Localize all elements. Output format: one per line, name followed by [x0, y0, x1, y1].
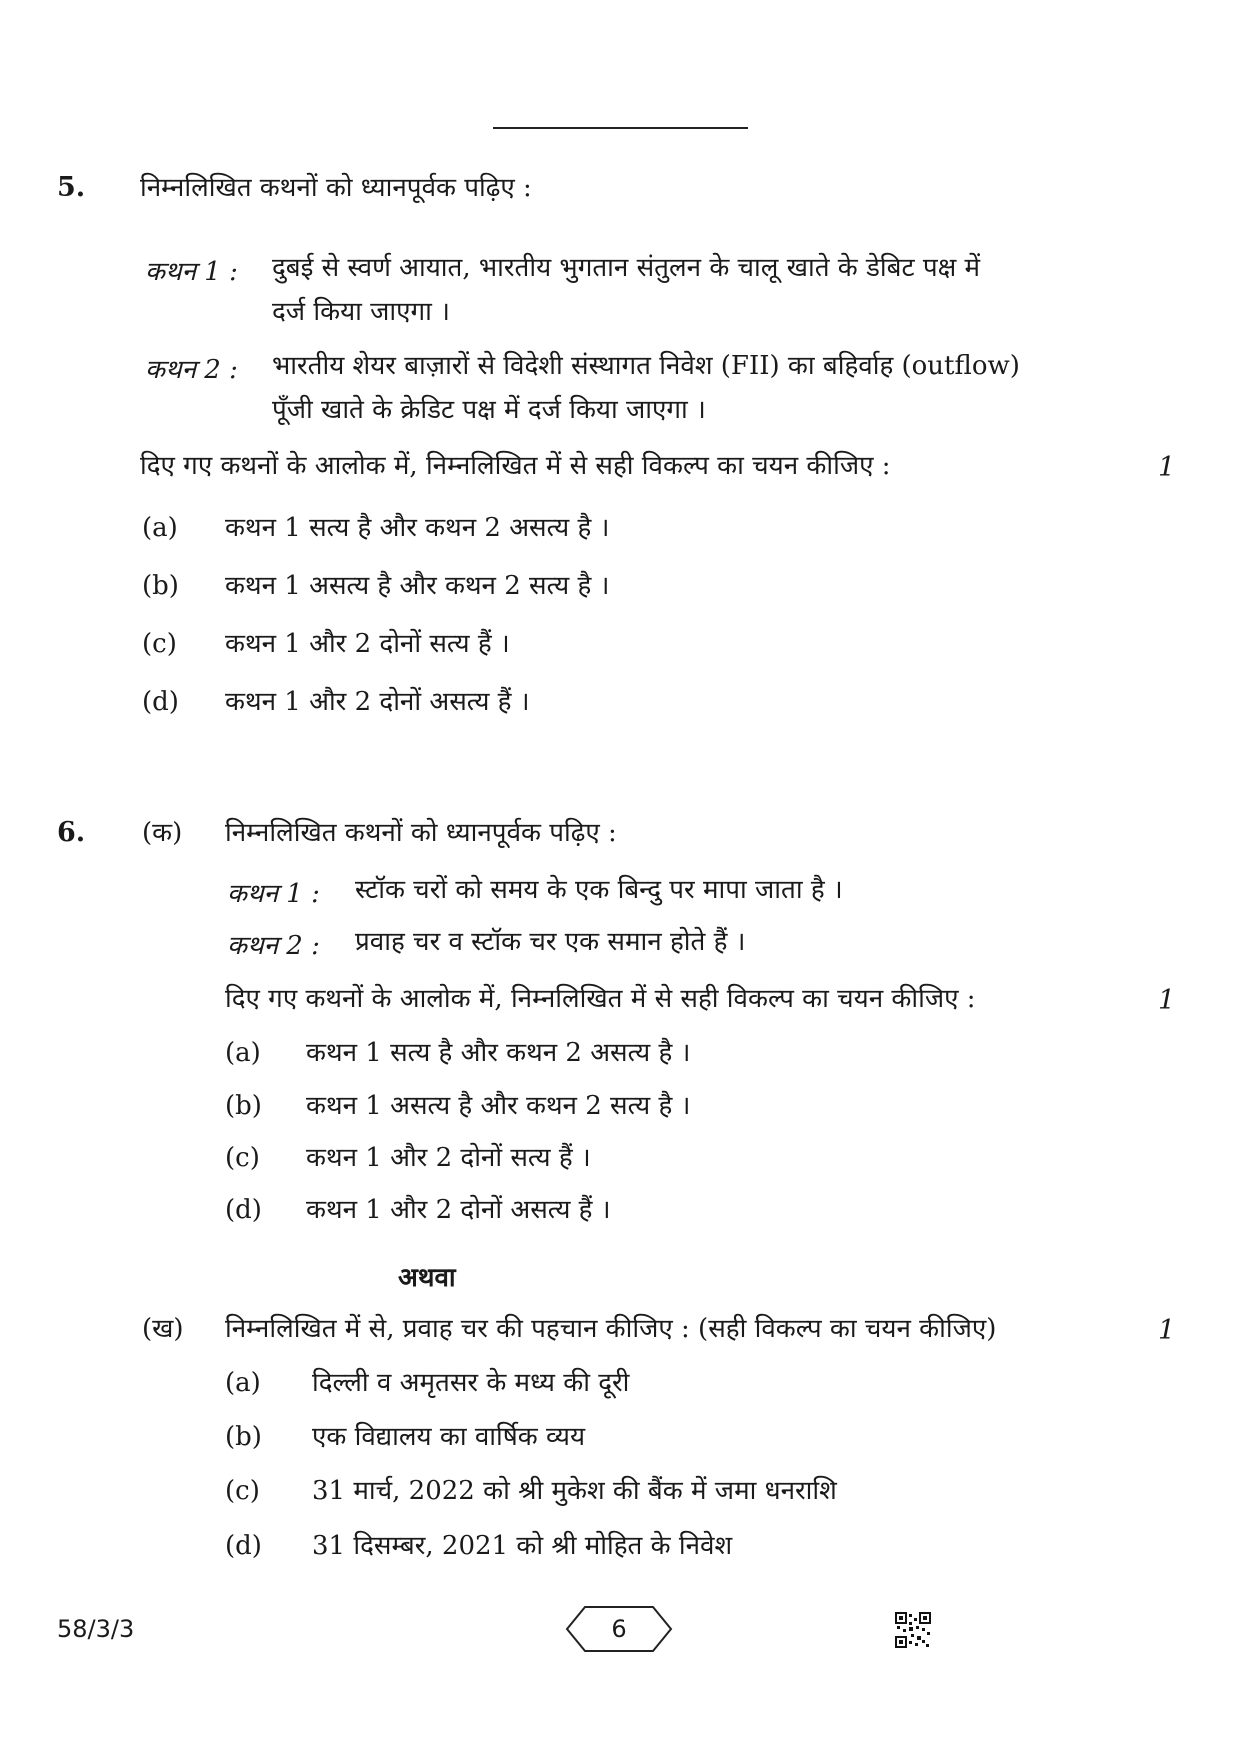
q6a-instruction: दिए गए कथनों के आलोक में, निम्नलिखित में से सही विकल्प का चयन कीजिए : — [225, 984, 976, 1014]
page-number: 6 — [611, 1615, 627, 1643]
q6b-option-b-text: एक विद्यालय का वार्षिक व्यय — [312, 1422, 586, 1452]
q6a-statement1-label: कथन 1 : — [227, 879, 320, 909]
q6a-statement2-label: कथन 2 : — [227, 931, 320, 961]
q5-intro: निम्नलिखित कथनों को ध्यानपूर्वक पढ़िए : — [140, 173, 532, 203]
q6a-option-d-text: कथन 1 और 2 दोनों असत्य हैं । — [306, 1195, 611, 1225]
q6b-key: (ख) — [142, 1314, 184, 1344]
q5-statement1-line1: दुबई से स्वर्ण आयात, भारतीय भुगतान संतुलन के चालू खाते के डेबिट पक्ष में — [272, 253, 981, 283]
q6b-option-d-text: 31 दिसम्बर, 2021 को श्री मोहित के निवेश — [312, 1531, 733, 1561]
q5-instruction: दिए गए कथनों के आलोक में, निम्नलिखित में से सही विकल्प का चयन कीजिए : — [140, 451, 891, 481]
q5-option-c-key: (c) — [142, 629, 177, 659]
q6a-option-b-text: कथन 1 असत्य है और कथन 2 सत्य है । — [306, 1091, 691, 1121]
or-label: अथवा — [398, 1263, 456, 1293]
q5-option-b-text: कथन 1 असत्य है और कथन 2 सत्य है । — [225, 571, 610, 601]
paper-code: 58/3/3 — [57, 1615, 135, 1643]
q5-statement2-line2: पूँजी खाते के क्रेडिट पक्ष में दर्ज किया जाएगा । — [272, 395, 706, 425]
page-number-badge — [565, 1605, 673, 1653]
q6b-option-b-key: (b) — [225, 1422, 262, 1452]
q6b-marks: 1 — [1158, 1315, 1176, 1346]
q5-option-a-text: कथन 1 सत्य है और कथन 2 असत्य है । — [225, 513, 610, 543]
q6b-option-d-key: (d) — [225, 1531, 262, 1561]
q5-option-a-key: (a) — [142, 513, 178, 543]
q6a-marks: 1 — [1158, 985, 1176, 1016]
q6a-option-a-key: (a) — [225, 1038, 261, 1068]
q5-statement2-line1: भारतीय शेयर बाज़ारों से विदेशी संस्थागत निवेश (FII) का बहिर्वाह (outflow) — [272, 351, 1020, 381]
q6a-option-a-text: कथन 1 सत्य है और कथन 2 असत्य है । — [306, 1038, 691, 1068]
q5-option-b-key: (b) — [142, 571, 179, 601]
q5-statement1-label: कथन 1 : — [145, 257, 238, 287]
q6a-option-c-key: (c) — [225, 1143, 260, 1173]
q6a-statement1-text: स्टॉक चरों को समय के एक बिन्दु पर मापा जाता है । — [355, 875, 843, 905]
q6a-intro: निम्नलिखित कथनों को ध्यानपूर्वक पढ़िए : — [225, 818, 617, 848]
q6b-option-a-text: दिल्ली व अमृतसर के मध्य की दूरी — [312, 1368, 630, 1398]
q6b-option-c-key: (c) — [225, 1476, 260, 1506]
qr-code-icon — [895, 1612, 931, 1648]
q6a-option-c-text: कथन 1 और 2 दोनों सत्य हैं । — [306, 1143, 591, 1173]
q5-option-c-text: कथन 1 और 2 दोनों सत्य हैं । — [225, 629, 510, 659]
q6b-option-a-key: (a) — [225, 1368, 261, 1398]
q5-number: 5. — [57, 172, 86, 203]
q6b-option-c-text: 31 मार्च, 2022 को श्री मुकेश की बैंक में जमा धनराशि — [312, 1476, 837, 1506]
q6b-question: निम्नलिखित में से, प्रवाह चर की पहचान कीजिए : (सही विकल्प का चयन कीजिए) — [225, 1314, 997, 1344]
q5-marks: 1 — [1158, 452, 1176, 483]
q6a-key: (क) — [142, 818, 183, 848]
q6a-statement2-text: प्रवाह चर व स्टॉक चर एक समान होते हैं । — [355, 927, 746, 957]
q6a-option-b-key: (b) — [225, 1091, 262, 1121]
q6a-option-d-key: (d) — [225, 1195, 262, 1225]
header-rule — [493, 127, 748, 129]
q5-statement2-label: कथन 2 : — [145, 355, 238, 385]
q5-statement1-line2: दर्ज किया जाएगा । — [272, 297, 451, 327]
q5-option-d-key: (d) — [142, 687, 179, 717]
q6-number: 6. — [57, 817, 86, 848]
q5-option-d-text: कथन 1 और 2 दोनों असत्य हैं । — [225, 687, 530, 717]
